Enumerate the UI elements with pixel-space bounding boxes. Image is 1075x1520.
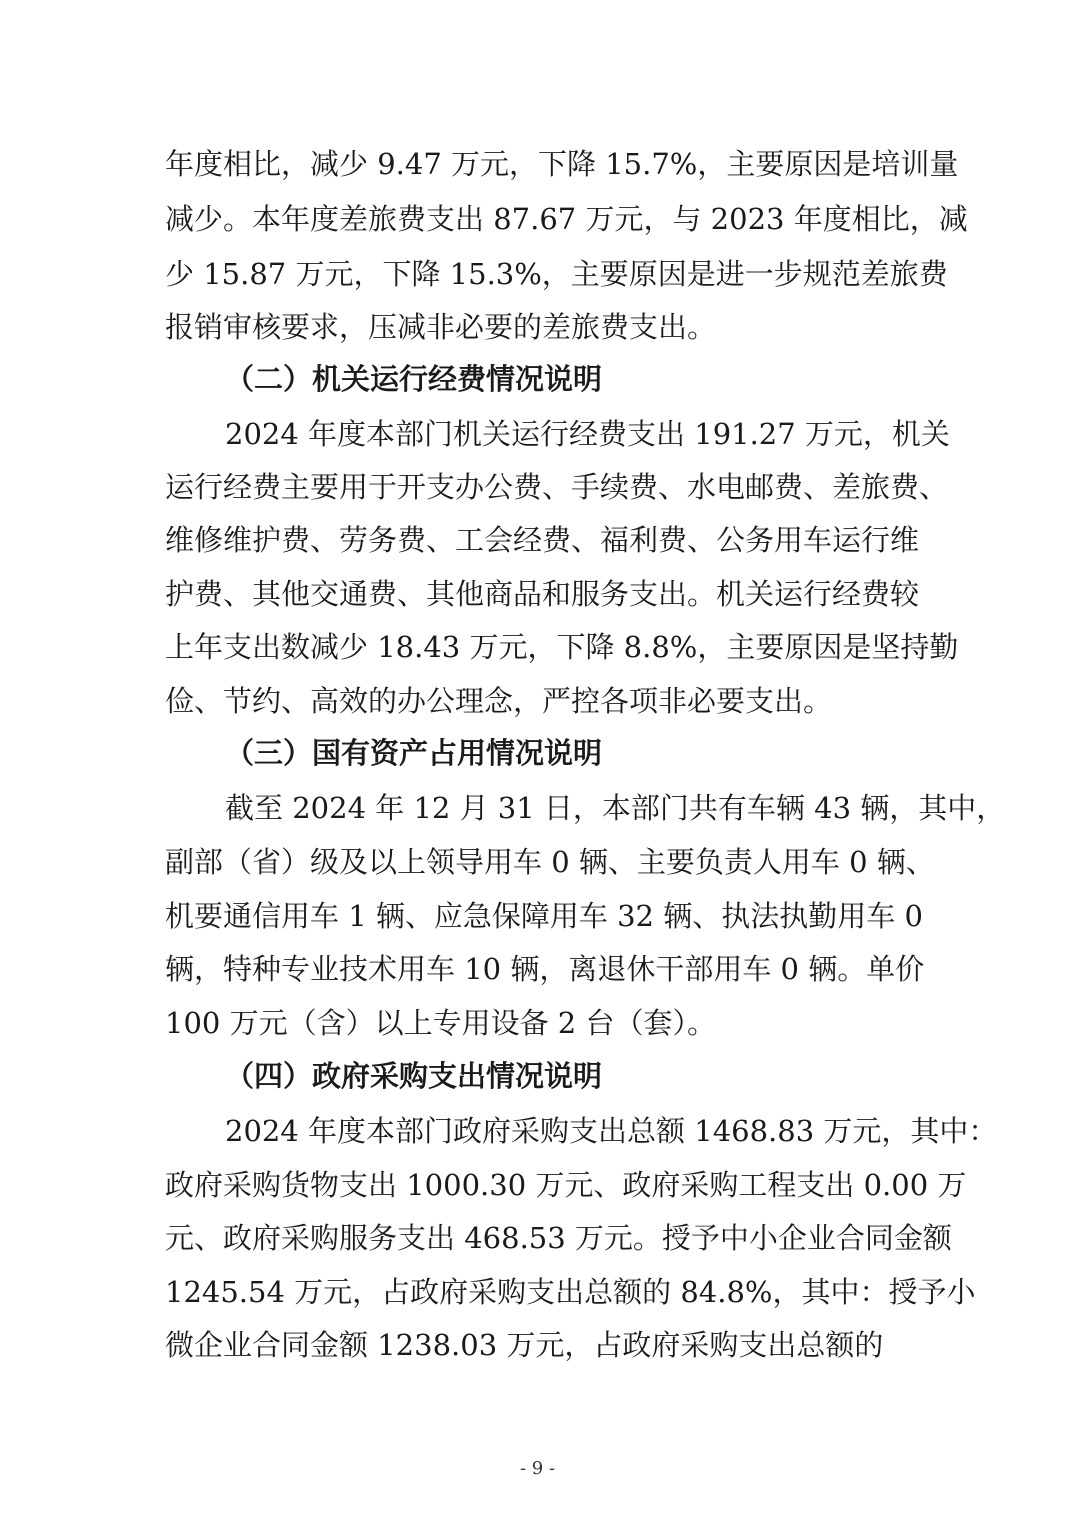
body-line: 截至 2024 年 12 月 31 日，本部门共有车辆 43 辆，其中， — [225, 791, 1006, 825]
body-line: 上年支出数减少 18.43 万元，下降 8.8%，主要原因是坚持勤 — [165, 630, 959, 664]
body-line: 1245.54 万元，占政府采购支出总额的 84.8%，其中：授予小 — [165, 1275, 976, 1309]
body-line: 政府采购货物支出 1000.30 万元、政府采购工程支出 0.00 万 — [165, 1168, 967, 1202]
section-heading-3: （三）国有资产占用情况说明 — [225, 736, 603, 770]
page-number: - 9 - — [519, 1458, 556, 1479]
body-line: 护费、其他交通费、其他商品和服务支出。机关运行经费较 — [165, 577, 920, 611]
body-line: 副部（省）级及以上领导用车 0 辆、主要负责人用车 0 辆、 — [165, 845, 935, 879]
section-heading-4: （四）政府采购支出情况说明 — [225, 1059, 603, 1093]
body-line: 报销审核要求，压减非必要的差旅费支出。 — [165, 310, 717, 344]
body-line: 100 万元（含）以上专用设备 2 台（套）。 — [165, 1006, 716, 1040]
body-line: 少 15.87 万元，下降 15.3%，主要原因是进一步规范差旅费 — [165, 257, 948, 291]
body-line: 2024 年度本部门机关运行经费支出 191.27 万元，机关 — [225, 417, 950, 451]
body-line: 辆，特种专业技术用车 10 辆，离退休干部用车 0 辆。单价 — [165, 952, 925, 986]
body-line: 微企业合同金额 1238.03 万元，占政府采购支出总额的 — [165, 1328, 884, 1362]
body-line: 维修维护费、劳务费、工会经费、福利费、公务用车运行维 — [165, 523, 920, 557]
body-line: 机要通信用车 1 辆、应急保障用车 32 辆、执法执勤用车 0 — [165, 899, 923, 933]
body-line: 运行经费主要用于开支办公费、手续费、水电邮费、差旅费、 — [165, 470, 949, 504]
body-line: 元、政府采购服务支出 468.53 万元。授予中小企业合同金额 — [165, 1221, 952, 1255]
body-line: 减少。本年度差旅费支出 87.67 万元，与 2023 年度相比，减 — [165, 202, 968, 236]
body-line: 2024 年度本部门政府采购支出总额 1468.83 万元，其中： — [225, 1114, 998, 1148]
section-heading-2: （二）机关运行经费情况说明 — [225, 362, 603, 396]
body-line: 年度相比，减少 9.47 万元，下降 15.7%，主要原因是培训量 — [165, 147, 959, 181]
body-line: 俭、节约、高效的办公理念，严控各项非必要支出。 — [165, 684, 833, 718]
